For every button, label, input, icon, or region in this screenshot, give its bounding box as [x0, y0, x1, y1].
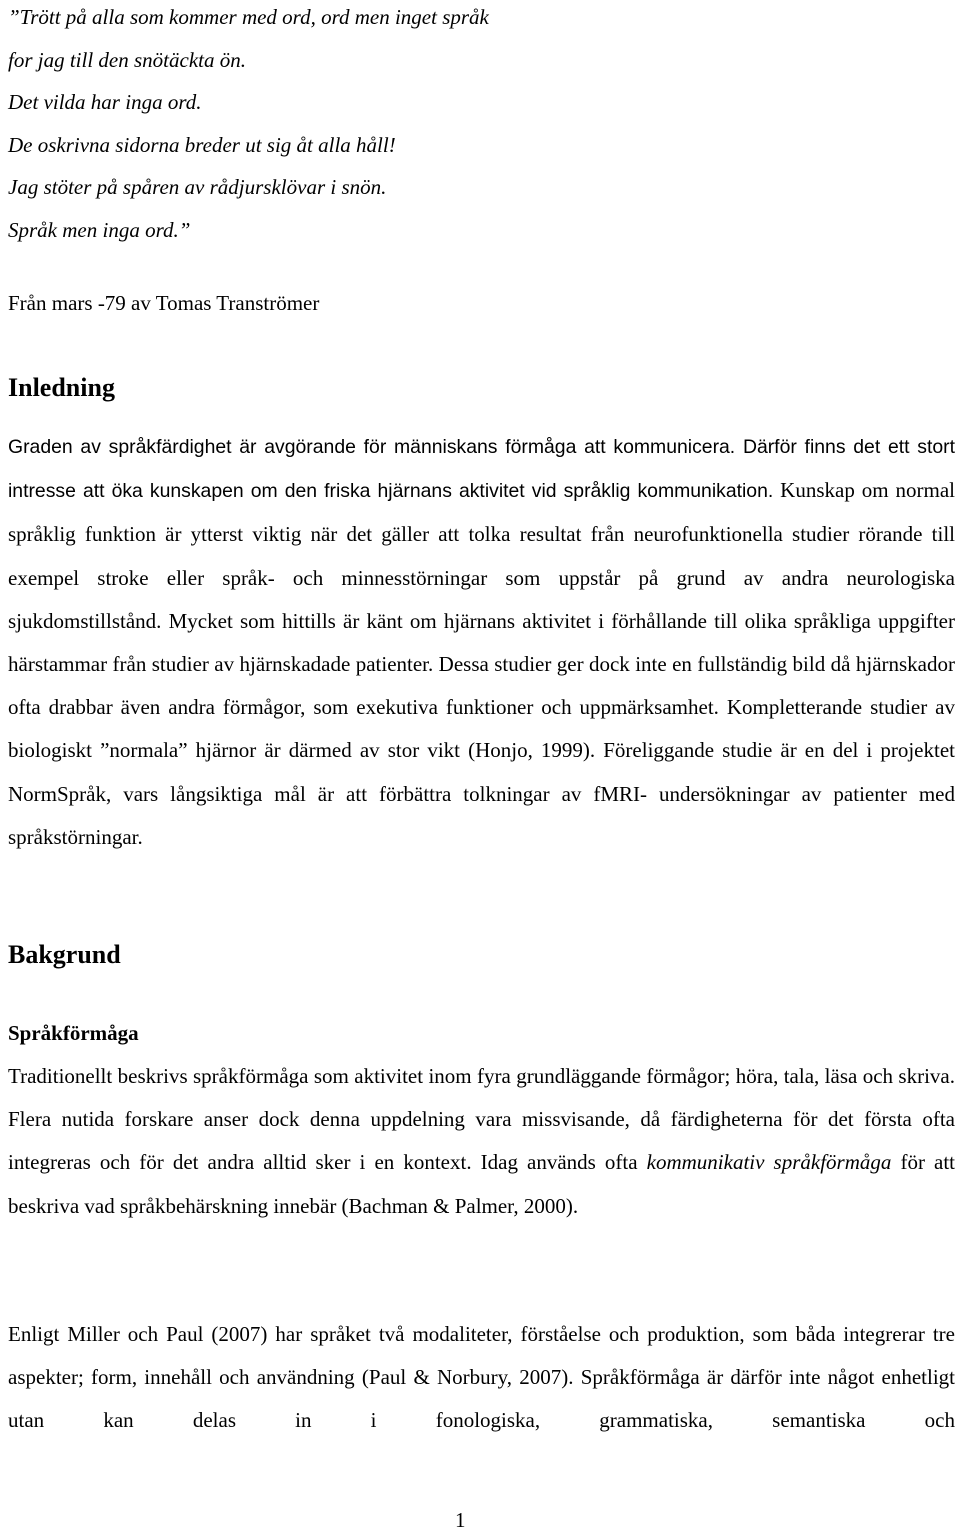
poem-line: De oskrivna sidorna breder ut sig åt alla håll!	[8, 132, 396, 157]
poem-line: Språk men inga ord.”	[8, 217, 191, 242]
paragraph-text: Traditionellt beskrivs språkförmåga som aktivitet inom fyra grundläggande förmågor; höra, tala, läsa och skriva. Flera nutida forskare anser dock denna uppdelning vara missvisande, då färdigheterna för det första ofta integreras och för det andra alltid sker i en kontext. Idag används ofta	[8, 1064, 955, 1175]
section-heading-inledning: Inledning	[8, 373, 115, 402]
poem-line: Det vilda har inga ord.	[8, 90, 202, 115]
paragraph-inledning	[8, 425, 955, 859]
paragraph-inledning-sans-text: Graden av språkfärdighet är avgörande för människans förmåga att kommunicera. Därför finns det ett stort intresse att öka kunskapen om den friska hjärnans aktivitet vid språklig kommunikation.	[8, 436, 955, 503]
page-number: 1	[455, 1508, 466, 1532]
paragraph-inledning-serif-text: Kunskap om normal språklig funktion är ytterst viktig när det gäller att tolka resultat från neurofunktionella studier rörande till exempel stroke eller språk- och minnesstörningar som uppstår på grund av andra neurologiska sjukdomstillstånd. Mycket som hittills är känt om hjärnans aktivitet i förhållande till olika språkliga uppgifter härstammar från studier av hjärnskadade patienter. Dessa studier ger dock inte en fullständig bild då hjärnskador ofta drabbar även andra förmågor, som exekutiva funktioner och uppmärksamhet. Kompletterande studier av biologiskt ”normala” hjärnor är därmed av stor vikt (Honjo, 1999). Föreliggande studie är en del i projektet NormSpråk, vars långsiktiga mål är att förbättra tolkningar av fMRI- undersökningar av patienter med språkstörningar.	[8, 478, 955, 849]
subsection-heading-sprakformaga: Språkförmåga	[8, 1021, 139, 1045]
section-heading-bakgrund: Bakgrund	[8, 940, 121, 969]
poem-line: ”Trött på alla som kommer med ord, ord men inget språk	[8, 5, 489, 29]
poem-line: for jag till den snötäckta ön.	[8, 47, 246, 72]
poem-attribution: Från mars -79 av Tomas Tranströmer	[8, 290, 320, 315]
poem-line: Jag stöter på spåren av rådjursklövar i snön.	[8, 175, 387, 200]
epigraph-poem	[8, 0, 489, 325]
paragraph-sprakformaga-2: Enligt Miller och Paul (2007) har språket två modaliteter, förståelse och produktion, som båda integrerar tre aspekter; form, innehåll och användning (Paul & Norbury, 2007). Språkförmåga är därför inte något enhetligt utan kan delas in i fonologiska, grammatiska, semantiska och	[8, 1322, 955, 1433]
italic-term: kommunikativ språkförmåga	[646, 1150, 892, 1175]
paragraph-sprakformaga-1	[8, 1055, 955, 1228]
paragraph-text: för att beskriva vad språkbehärskning innebär (Bachman & Palmer, 2000).	[8, 1150, 955, 1218]
